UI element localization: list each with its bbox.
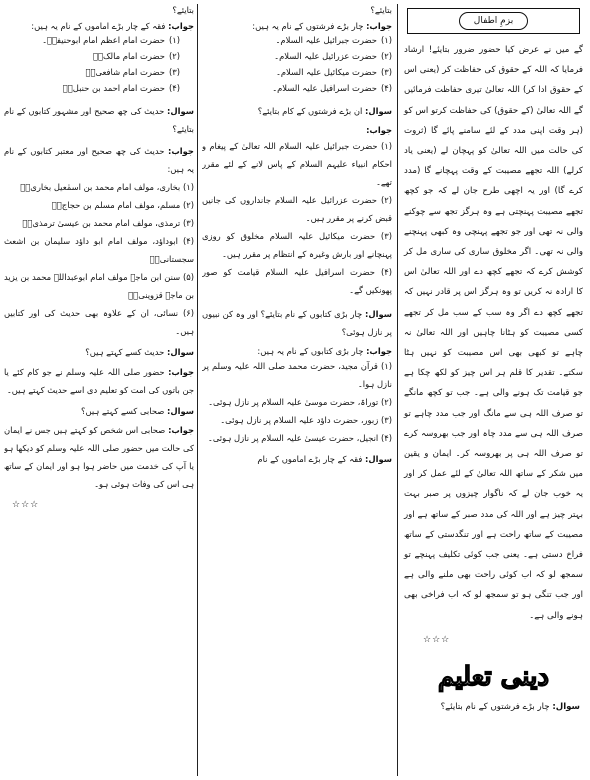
- item-text: حضرت جبرائیل علیہ السلام اللہ تعالیٰ کے پیغام و احکام انبیاء علیہم السلام کے پاس لانے کے لئے مقرر تھے۔: [202, 140, 392, 187]
- list-item: [202, 32, 392, 48]
- item-text: قرآن مجید، حضرت محمد صلی اللہ علیہ وسلم پر نازل ہوا۔: [202, 360, 392, 389]
- question-books: [202, 305, 392, 341]
- item-number: (۲): [182, 200, 194, 211]
- item-text: بخاری، مولف امام محمد بن اسمٰعیل بخاریؒ۔: [20, 182, 181, 193]
- list-item: [4, 80, 180, 96]
- question-text: حدیث کسے کہتے ہیں؟: [85, 347, 165, 358]
- item-number: (۱): [380, 140, 392, 151]
- question-text: صحابی کسے کہتے ہیں؟: [81, 405, 165, 416]
- list-item: [4, 268, 194, 304]
- item-text: حضرت عزرائیل علیہ السلام جانداروں کی جانیں قبض کرنے پر مقرر ہیں۔: [202, 194, 392, 223]
- item-number: (۳): [182, 218, 194, 229]
- item-text: حضرت میکائیل علیہ السلام۔: [275, 67, 377, 78]
- item-text: حضرت جبرائیل علیہ السلام۔: [275, 35, 377, 46]
- list-item: [202, 64, 392, 80]
- item-number: (۴): [380, 432, 392, 443]
- answer-label: جواب:: [366, 21, 392, 32]
- angels-list: [202, 32, 392, 96]
- question-continuation: بتایئے؟: [370, 5, 392, 15]
- item-text: حضرت عزرائیل علیہ السلام۔: [274, 51, 377, 62]
- item-number: (۲): [380, 51, 392, 62]
- question-label: سوال:: [365, 308, 392, 319]
- answer-angel-duties: [202, 124, 392, 298]
- middle-column: [202, 4, 392, 776]
- answer-label: جواب:: [168, 424, 194, 435]
- item-number: (۳): [380, 230, 392, 241]
- answer-label: جواب:: [168, 21, 194, 32]
- item-text: حضرت امام شافعیؒ۔: [85, 67, 165, 78]
- list-item: [4, 64, 180, 80]
- item-number: (۵): [182, 272, 194, 283]
- answer-label: جواب:: [168, 146, 194, 157]
- item-number: (۴): [380, 266, 392, 277]
- item-text: حضرت امام اعظم امام ابوحنیفہؒ۔: [42, 35, 165, 46]
- answer-hadith-definition: [4, 363, 194, 399]
- item-number: (۳): [168, 67, 180, 78]
- question-text: چار بڑے فرشتوں کے نام بتایئے؟: [440, 702, 550, 713]
- question-label: سوال:: [552, 702, 580, 713]
- question-label: سوال:: [365, 106, 392, 117]
- answer-imams: [4, 20, 194, 32]
- item-number: (۶): [182, 308, 194, 319]
- item-text: مسلم، مولف امام مسلم بن حجاجؒ۔: [51, 200, 181, 211]
- item-text: حضرت میکائیل علیہ السلام مخلوق کو روزی پہنچانے اور بارش وغیرہ کے انتظام پر مقرر ہیں۔: [202, 230, 392, 259]
- item-number: (۴): [380, 83, 392, 94]
- list-item: [202, 393, 392, 411]
- list-item: [4, 232, 194, 268]
- answer-text: حضور صلی اللہ علیہ وسلم نے جو کام کئے یا جن باتوں کی امت کو تعلیم دی اسے حدیث کہتے ہیں۔: [4, 366, 194, 395]
- question-hadith-books: [4, 102, 194, 138]
- answer-text: چار بڑی کتابوں کے نام یہ ہیں:: [257, 345, 364, 356]
- list-item: [202, 80, 392, 96]
- column-divider: [397, 4, 398, 776]
- item-number: (۴): [182, 236, 194, 247]
- question-hadith-definition: [4, 346, 194, 358]
- question-text: حدیث کی چھ صحیح اور مشہور کتابوں کے نام بتایئے؟: [4, 106, 194, 135]
- question-label: سوال:: [365, 453, 392, 464]
- first-question: [401, 698, 586, 716]
- answer-text: حدیث کی چھ صحیح اور معتبر کتابوں کے نام یہ ہیں:: [4, 146, 194, 175]
- left-column: [4, 4, 194, 776]
- item-text: ترمذی، مولف امام محمد بن عیسیٰ ترمذیؒ۔: [22, 218, 181, 229]
- list-item: [202, 137, 392, 191]
- right-column: [401, 4, 586, 776]
- item-number: (۱): [182, 182, 194, 193]
- question-text: فقہ کے چار بڑے اماموں کے نام: [257, 453, 363, 464]
- item-number: (۳): [380, 414, 392, 425]
- item-text: نسائی، ان کے علاوہ بھی حدیث کی اور کتابیں ہیں۔: [4, 308, 194, 337]
- hadith-story: گے میں نے عرض کیا حضور ضرور بتایئے! ارشاد فرمایا کہ اللہ کے حقوق کی حفاظت کر (یعنی اس کے حقوق ادا کر) اللہ تعالیٰ تیری حفاظت فرمائیں گے اللہ تعالیٰ (کے حقوق) کی حفاظت کرتو اس کو (ہر وقت اپنی مدد کے لئے سامنے پائے گا (ثروت کی حالت میں اللہ تعالیٰ کو پہچان لے (یعنی یاد کرلے) اللہ تجھے مصیبت کے وقت پہچانے گا (مدد کرے گا) اور یہ اچھی طرح جان لے کہ جو کچھ تجھے مصیبت پہنچتی ہے وہ ہرگز تجھ سے چوکنے والی نہ تھی اور جو تجھے پہنچی وہ کبھی پہنچنے والی نہ تھی۔ اگر مخلوق ساری کی ساری مل کر کوشش کرے کہ تجھے کچھ دے اور اللہ تعالیٰ اس کا ارادہ نہ کریں تو وہ ہرگز اس پر قادر نہیں کہ تجھے کچھ دے اگر وہ سب کے سب مل کر تجھے کسی مصیبت کو ہٹانا چاہیں اور اللہ تعالیٰ نہ چاہے تو کبھی بھی اس مصیبت کو نہیں ہٹا سکتے۔ تقدیر کا قلم ہر اس چیز کو لکھ چکا ہے جو قیامت تک ہونے والی ہے۔ جب تو کچھ مانگے تو صرف اللہ ہی سے مانگ اور جب مدد چاہے تو صرف اللہ ہی سے مدد چاہ اور جب بھروسہ کرے تو صرف اللہ ہی پر بھروسہ کر۔ ایمان و یقین میں شکر کے ساتھ اللہ تعالیٰ کے لئے عمل کر اور یہ خوب جان لے کہ ناگوار چیزوں پر صبر بہت بہتر چیز ہے اور اللہ کی مدد صبر کے ساتھ ہے اور مصیبت کے ساتھ راحت ہے اور تنگدستی کے ساتھ فراخ دستی ہے۔ یعنی جب کوئی تکلیف پہنچے تو سمجھ لو کہ اب کوئی راحت بھی ملنے والی ہے اور جب تنگی ہو تو سمجھ لو کہ اب فراخی بھی ہونے والی ہے۔: [404, 45, 583, 621]
- list-item: [4, 214, 194, 232]
- answer-text: چار بڑے فرشتوں کے نام یہ ہیں:: [252, 21, 364, 32]
- question-text: ان بڑے فرشتوں کے کام بتایئے؟: [257, 106, 363, 117]
- list-item: [4, 48, 180, 64]
- bazm-atfal-header: [407, 8, 580, 34]
- item-number: (۴): [168, 83, 180, 94]
- list-item: [202, 411, 392, 429]
- list-item: [4, 196, 194, 214]
- question-label: سوال:: [167, 405, 194, 416]
- answer-text: فقہ کے چار بڑے اماموں کے نام یہ ہیں:: [31, 21, 166, 32]
- list-item: [202, 263, 392, 299]
- item-text: انجیل، حضرت عیسیٰ علیہ السلام پر نازل ہوئی۔: [207, 432, 379, 443]
- question-fiqh-imams: [202, 453, 392, 465]
- item-number: (۲): [380, 396, 392, 407]
- question-label: سوال:: [167, 106, 194, 117]
- item-text: توراۃ، حضرت موسیٰ علیہ السلام پر نازل ہوئی۔: [208, 396, 379, 407]
- imams-list: [4, 32, 194, 96]
- answer-sahabi: [4, 421, 194, 493]
- item-text: حضرت امام احمد بن حنبلؒ۔: [62, 83, 165, 94]
- list-item: [4, 32, 180, 48]
- item-number: (۲): [380, 194, 392, 205]
- answer-angels: [202, 20, 392, 32]
- question-label: سوال:: [167, 347, 194, 358]
- list-item: [4, 304, 194, 340]
- item-text: ابوداؤد، مولف امام ابو داؤد سلیمان بن اشعث سجستانیؒ۔: [4, 236, 194, 265]
- item-text: زبور، حضرت داؤد علیہ السلام پر نازل ہوئی۔: [220, 414, 379, 425]
- item-number: (۳): [380, 67, 392, 78]
- answer-label: جواب:: [168, 366, 194, 377]
- question-text: چار بڑی کتابوں کے نام بتایئے؟ اور وہ کن نبیوں پر نازل ہوئی؟: [202, 308, 392, 337]
- item-number: (۱): [168, 35, 180, 46]
- question-angel-duties: [202, 102, 392, 120]
- answer-label: جواب:: [366, 125, 392, 136]
- list-item: [202, 191, 392, 227]
- answer-hadith-books: [4, 142, 194, 340]
- item-text: حضرت امام مالکؒ۔: [92, 51, 165, 62]
- bazm-atfal-label: بزمِ اطفال: [459, 12, 528, 30]
- item-text: حضرت اسرافیل علیہ السلام قیامت کو صور پھونکیں گے۔: [202, 266, 392, 295]
- stars-separator: ☆☆☆: [423, 634, 451, 645]
- item-number: (۱): [380, 360, 392, 371]
- stars-separator: ☆☆☆: [12, 499, 40, 510]
- answer-text: صحابی اس شخص کو کہتے ہیں جس نے ایمان کی حالت میں حضور صلی اللہ علیہ وسلم کو دیکھا ہو یا آپ کی خدمت میں حاضر ہوا ہو اور ایمان کے ساتھ ہی اس کی وفات ہوئی ہو۔: [4, 424, 194, 489]
- list-item: [202, 357, 392, 393]
- list-item: [202, 227, 392, 263]
- answer-books: [202, 345, 392, 447]
- list-item: [202, 48, 392, 64]
- item-text: سنن ابن ماجہ مولف امام ابوعبداللہ محمد بن یزید بن ماجہ قزوینیؒ۔: [4, 272, 194, 301]
- item-number: (۱): [380, 35, 392, 46]
- deeni-taleem-title: دینی تعلیم: [438, 662, 549, 693]
- item-text: حضرت اسرافیل علیہ السلام۔: [272, 83, 377, 94]
- list-item: [202, 429, 392, 447]
- column-divider: [197, 4, 198, 776]
- answer-label: جواب:: [366, 345, 392, 356]
- question-continuation: بتایئے؟: [172, 5, 194, 15]
- question-sahabi: [4, 405, 194, 417]
- list-item: [4, 178, 194, 196]
- item-number: (۲): [168, 51, 180, 62]
